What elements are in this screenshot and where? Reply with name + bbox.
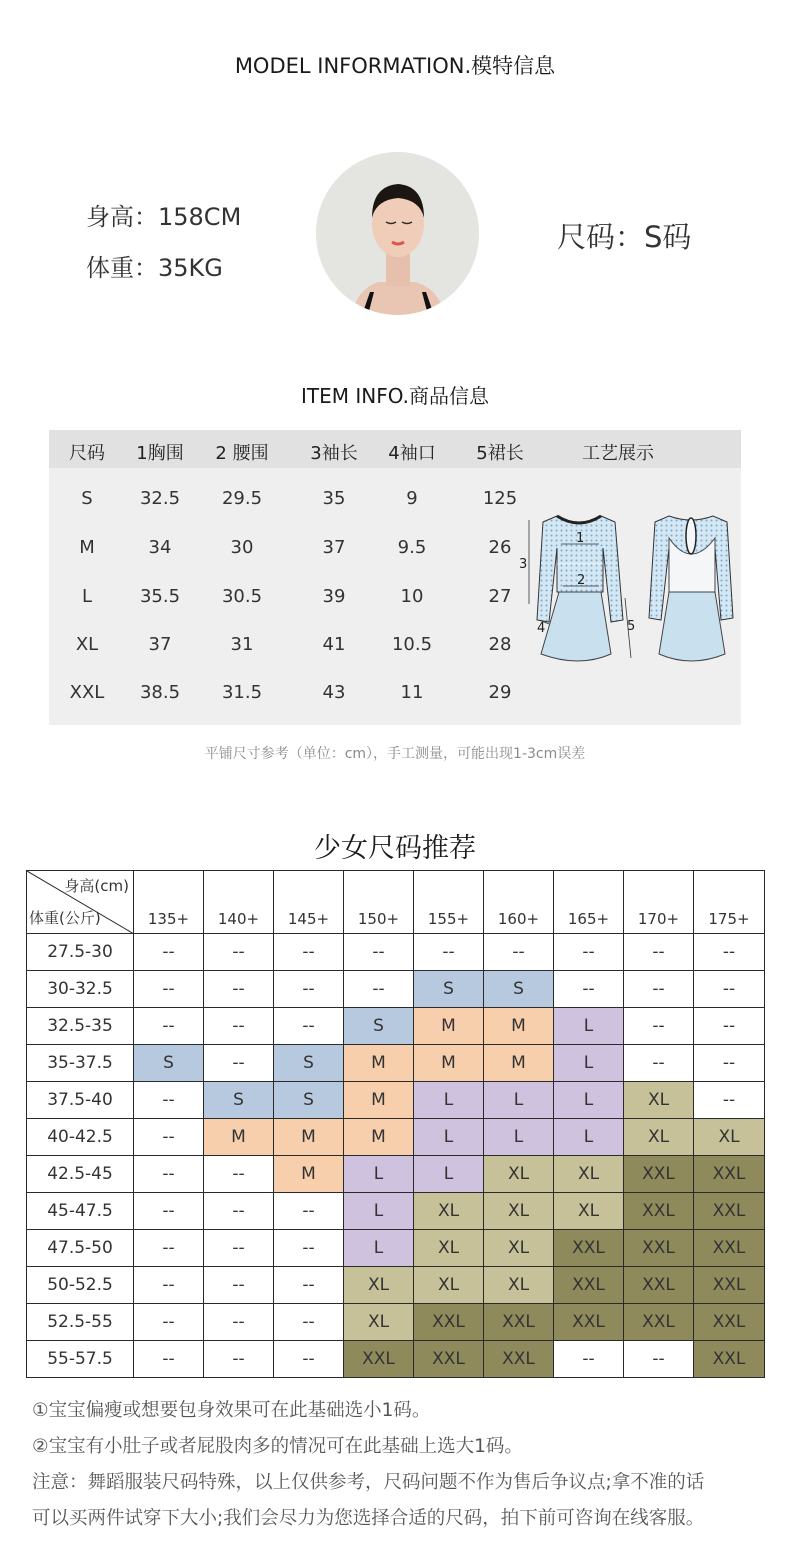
size-cell: L	[414, 1119, 484, 1156]
size-chart-cell: 37	[322, 537, 346, 558]
footer-note-2: ②宝宝有小肚子或者屁股肉多的情况可在此基础上选大1码。	[32, 1436, 523, 1457]
size-cell: --	[274, 1008, 344, 1045]
size-chart-cell: XL	[75, 634, 99, 655]
table-row	[27, 1230, 765, 1267]
size-chart-cell: 31.5	[221, 682, 263, 703]
size-cell: XL	[554, 1193, 624, 1230]
recommend-title: 少女尺码推荐	[314, 833, 476, 864]
weight-label: 47.5-50	[27, 1230, 134, 1267]
model-info-title: MODEL INFORMATION.模特信息	[234, 54, 556, 78]
size-cell: M	[274, 1156, 344, 1193]
diagram-label-2: 2	[577, 573, 586, 588]
size-cell: S	[274, 1082, 344, 1119]
size-cell: --	[274, 1193, 344, 1230]
size-chart-cell: XXL	[69, 682, 105, 703]
size-cell: XXL	[624, 1156, 694, 1193]
size-chart-cell: 9	[406, 488, 418, 509]
size-cell: --	[274, 1304, 344, 1341]
table-row	[27, 1341, 765, 1378]
table-row	[27, 971, 765, 1008]
size-chart-cell: 30	[230, 537, 254, 558]
size-cell: --	[484, 934, 554, 971]
height-header: 135+	[134, 871, 204, 934]
model-size: 尺码：S码	[557, 220, 692, 254]
size-chart-cell: 38.5	[139, 682, 181, 703]
size-cell: M	[344, 1119, 414, 1156]
size-cell: XXL	[624, 1304, 694, 1341]
size-cell: XXL	[344, 1341, 414, 1378]
size-chart-cell: S	[81, 488, 93, 509]
height-header: 160+	[484, 871, 554, 934]
size-cell: S	[274, 1045, 344, 1082]
size-chart-cell: 31	[230, 634, 254, 655]
col-skirt: 5裙长	[476, 443, 524, 464]
size-cell: --	[134, 1156, 204, 1193]
col-cuff: 4袖口	[388, 443, 436, 464]
size-cell: --	[624, 971, 694, 1008]
size-cell: --	[554, 934, 624, 971]
size-cell: --	[694, 1082, 765, 1119]
size-cell: --	[694, 934, 765, 971]
size-cell: --	[204, 1304, 274, 1341]
size-cell: --	[624, 934, 694, 971]
size-chart	[49, 430, 741, 725]
size-cell: XL	[414, 1267, 484, 1304]
size-cell: --	[134, 1193, 204, 1230]
size-cell: --	[134, 1119, 204, 1156]
table-row	[27, 1304, 765, 1341]
weight-label: 32.5-35	[27, 1008, 134, 1045]
size-chart-cell: 32.5	[139, 488, 181, 509]
size-chart-cell: 125	[482, 488, 518, 509]
model-weight: 体重：35KG	[86, 254, 223, 282]
size-cell: M	[344, 1082, 414, 1119]
diagram-label-3: 3	[519, 557, 528, 572]
size-cell: S	[344, 1008, 414, 1045]
size-chart-cell: L	[81, 586, 93, 607]
size-cell: --	[274, 1267, 344, 1304]
model-height: 身高：158CM	[86, 203, 242, 231]
size-cell: --	[134, 1341, 204, 1378]
size-cell: XL	[484, 1156, 554, 1193]
table-row	[27, 1119, 765, 1156]
height-header: 170+	[624, 871, 694, 934]
weight-label: 27.5-30	[27, 934, 134, 971]
size-cell: L	[554, 1045, 624, 1082]
size-chart-cell: 27	[488, 586, 512, 607]
size-chart-cell: 34	[148, 537, 172, 558]
size-cell: XL	[484, 1230, 554, 1267]
size-cell: --	[554, 971, 624, 1008]
size-cell: L	[414, 1082, 484, 1119]
diagram-label-4: 4	[537, 621, 546, 636]
size-cell: --	[204, 1267, 274, 1304]
size-cell: --	[694, 1045, 765, 1082]
weight-label: 35-37.5	[27, 1045, 134, 1082]
size-chart-cell: 9.5	[397, 537, 427, 558]
diagram-label-1: 1	[576, 531, 585, 546]
size-cell: XXL	[554, 1267, 624, 1304]
size-cell: --	[134, 1230, 204, 1267]
size-cell: --	[274, 1341, 344, 1378]
size-chart-cell: 26	[488, 537, 512, 558]
size-cell: --	[624, 1045, 694, 1082]
size-cell: --	[274, 971, 344, 1008]
corner-weight-label: 体重(公斤)	[29, 909, 101, 927]
size-cell: --	[134, 1304, 204, 1341]
size-cell: S	[204, 1082, 274, 1119]
size-cell: M	[344, 1045, 414, 1082]
size-cell: --	[204, 1156, 274, 1193]
size-chart-cell: 11	[400, 682, 424, 703]
size-chart-cell: 43	[322, 682, 346, 703]
table-row	[27, 1267, 765, 1304]
size-cell: --	[204, 1193, 274, 1230]
size-cell: M	[274, 1119, 344, 1156]
size-cell: --	[204, 1341, 274, 1378]
size-chart-cell: 10.5	[391, 634, 433, 655]
size-cell: XXL	[694, 1230, 765, 1267]
size-cell: --	[344, 971, 414, 1008]
size-cell: L	[344, 1156, 414, 1193]
height-header: 150+	[344, 871, 414, 934]
size-cell: --	[344, 934, 414, 971]
weight-label: 37.5-40	[27, 1082, 134, 1119]
size-cell: --	[554, 1341, 624, 1378]
table-row	[27, 1045, 765, 1082]
size-cell: XL	[554, 1156, 624, 1193]
size-cell: XL	[624, 1119, 694, 1156]
size-cell: XL	[694, 1119, 765, 1156]
size-cell: --	[694, 971, 765, 1008]
size-cell: XXL	[694, 1304, 765, 1341]
size-cell: XXL	[694, 1156, 765, 1193]
weight-label: 30-32.5	[27, 971, 134, 1008]
size-cell: XXL	[694, 1341, 765, 1378]
size-cell: XL	[484, 1193, 554, 1230]
size-chart-cell: 29.5	[221, 488, 263, 509]
size-cell: XXL	[694, 1267, 765, 1304]
size-cell: --	[134, 934, 204, 971]
size-chart-cell: 35	[322, 488, 346, 509]
size-cell: --	[134, 1082, 204, 1119]
size-chart-header	[49, 430, 741, 468]
corner-height-label: 身高(cm)	[64, 877, 129, 895]
size-cell: --	[274, 934, 344, 971]
size-chart-cell: 35.5	[139, 586, 181, 607]
size-cell: XXL	[554, 1304, 624, 1341]
weight-label: 55-57.5	[27, 1341, 134, 1378]
size-cell: L	[554, 1119, 624, 1156]
col-craft: 工艺展示	[582, 443, 654, 464]
size-cell: XXL	[414, 1341, 484, 1378]
footer-note-1: ①宝宝偏瘦或想要包身效果可在此基础选小1码。	[32, 1400, 431, 1421]
table-row	[27, 1082, 765, 1119]
height-header: 165+	[554, 871, 624, 934]
size-cell: XXL	[484, 1341, 554, 1378]
weight-label: 45-47.5	[27, 1193, 134, 1230]
model-photo	[316, 152, 479, 315]
size-cell: L	[484, 1119, 554, 1156]
size-cell: --	[204, 971, 274, 1008]
size-cell: L	[554, 1082, 624, 1119]
height-header: 140+	[204, 871, 274, 934]
size-cell: --	[624, 1008, 694, 1045]
size-chart-cell: 41	[322, 634, 346, 655]
size-cell: XL	[344, 1267, 414, 1304]
grid-corner	[27, 871, 134, 934]
size-chart-cell: 28	[488, 634, 512, 655]
size-cell: --	[414, 934, 484, 971]
size-cell: XL	[344, 1304, 414, 1341]
footer-note-4: 可以买两件试穿下大小;我们会尽力为您选择合适的尺码，拍下前可咨询在线客服。	[32, 1508, 705, 1529]
size-cell: L	[414, 1156, 484, 1193]
size-recommend-grid	[26, 870, 765, 1378]
col-chest: 1胸围	[136, 443, 184, 464]
size-cell: XL	[414, 1193, 484, 1230]
weight-label: 50-52.5	[27, 1267, 134, 1304]
size-cell: --	[134, 971, 204, 1008]
size-cell: M	[204, 1119, 274, 1156]
table-row	[27, 1156, 765, 1193]
size-cell: XL	[624, 1082, 694, 1119]
footer-note-3: 注意：舞蹈服装尺码特殊，以上仅供参考，尺码问题不作为售后争议点;拿不准的话	[32, 1472, 705, 1493]
size-cell: XXL	[624, 1230, 694, 1267]
size-chart-cell: 39	[322, 586, 346, 607]
size-cell: XXL	[484, 1304, 554, 1341]
weight-label: 40-42.5	[27, 1119, 134, 1156]
weight-label: 52.5-55	[27, 1304, 134, 1341]
height-header: 175+	[694, 871, 765, 934]
size-cell: XL	[414, 1230, 484, 1267]
item-info-title: ITEM INFO.商品信息	[300, 384, 490, 408]
size-cell: S	[484, 971, 554, 1008]
size-cell: --	[204, 934, 274, 971]
garment-diagram	[519, 508, 739, 678]
size-cell: XXL	[624, 1193, 694, 1230]
size-chart-cell: 30.5	[221, 586, 263, 607]
size-cell: --	[694, 1008, 765, 1045]
size-cell: --	[204, 1008, 274, 1045]
col-size: 尺码	[69, 443, 105, 464]
size-cell: --	[204, 1230, 274, 1267]
size-cell: XXL	[414, 1304, 484, 1341]
diagram-label-5: 5	[627, 619, 636, 634]
size-cell: --	[134, 1267, 204, 1304]
size-cell: M	[414, 1008, 484, 1045]
size-cell: L	[344, 1193, 414, 1230]
size-cell: XXL	[694, 1193, 765, 1230]
weight-label: 42.5-45	[27, 1156, 134, 1193]
size-cell: L	[344, 1230, 414, 1267]
col-waist: 2 腰围	[215, 443, 269, 464]
measure-note: 平铺尺寸参考（单位：cm），手工测量，可能出现1-3cm误差	[204, 746, 586, 762]
size-chart-cell: 29	[488, 682, 512, 703]
size-cell: --	[134, 1008, 204, 1045]
size-chart-cell: 10	[400, 586, 424, 607]
size-cell: --	[274, 1230, 344, 1267]
size-chart-cell: 37	[148, 634, 172, 655]
size-cell: M	[414, 1045, 484, 1082]
size-cell: L	[484, 1082, 554, 1119]
table-row	[27, 934, 765, 971]
size-cell: XXL	[624, 1267, 694, 1304]
table-row	[27, 1008, 765, 1045]
size-cell: S	[134, 1045, 204, 1082]
size-chart-cell: M	[79, 537, 95, 558]
size-cell: S	[414, 971, 484, 1008]
height-header: 145+	[274, 871, 344, 934]
size-cell: --	[624, 1341, 694, 1378]
size-cell: XXL	[554, 1230, 624, 1267]
size-cell: L	[554, 1008, 624, 1045]
table-row	[27, 1193, 765, 1230]
height-header: 155+	[414, 871, 484, 934]
size-cell: M	[484, 1045, 554, 1082]
size-cell: M	[484, 1008, 554, 1045]
size-cell: XL	[484, 1267, 554, 1304]
col-sleeve: 3袖长	[310, 443, 358, 464]
size-cell: --	[204, 1045, 274, 1082]
